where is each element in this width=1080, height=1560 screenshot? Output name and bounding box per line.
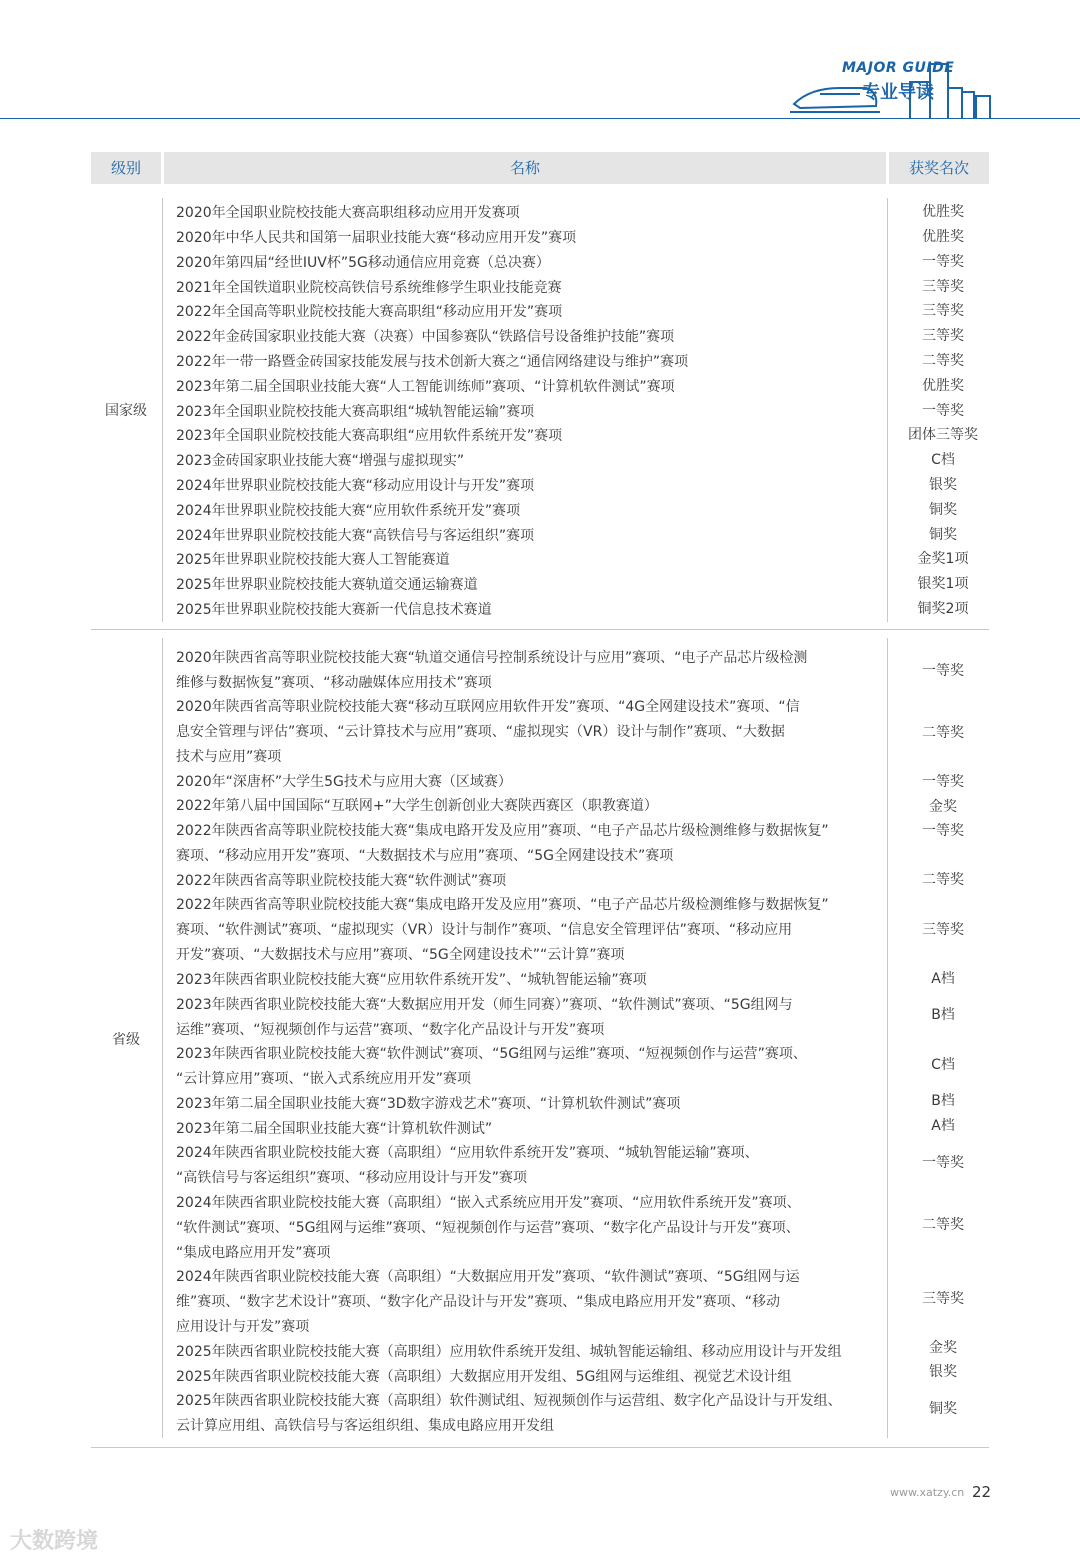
divider-right-national [887, 198, 888, 622]
award-rank: 一等奖 [922, 823, 964, 839]
footer-rule [91, 1447, 989, 1448]
divider-left-national [162, 198, 163, 622]
award-name: 2020年中华人民共和国第一届职业技能大赛“移动应用开发”赛项 [176, 230, 577, 246]
award-name: 2023年第二届全国职业技能大赛“人工智能训练师”赛项、“计算机软件测试”赛项 [176, 379, 675, 395]
award-name: 2020年第四届“经世IUV杯”5G移动通信应用竞赛（总决赛） [176, 255, 550, 271]
award-name: 2025年世界职业院校技能大赛轨道交通运输赛道 [176, 577, 478, 593]
award-name: 2023年陕西省职业院校技能大赛“软件测试”赛项、“5G组网与运维”赛项、“短视频创作与运营”赛项、 “云计算应用”赛项、“嵌入式系统应用开发”赛项 [176, 1046, 807, 1087]
award-name: 2022年陕西省高等职业院校技能大赛“集成电路开发及应用”赛项、“电子产品芯片级检测维修与数据恢复” 赛项、“移动应用开发”赛项、“大数据技术与应用”赛项、“5G全网建设技术”赛项 [176, 823, 829, 864]
award-name: 2021年全国铁道职业院校高铁信号系统维修学生职业技能竞赛 [176, 280, 562, 296]
award-name: 2023年第二届全国职业技能大赛“3D数字游戏艺术”赛项、“计算机软件测试”赛项 [176, 1096, 681, 1112]
award-rank: 三等奖 [922, 279, 964, 295]
award-name: 2020年全国职业院校技能大赛高职组移动应用开发赛项 [176, 205, 520, 221]
award-name: 2022年一带一路暨金砖国家技能发展与技术创新大赛之“通信网络建设与维护”赛项 [176, 354, 689, 370]
award-name: 2024年陕西省职业院校技能大赛（高职组）“嵌入式系统应用开发”赛项、“应用软件系统开发”赛项、 “软件测试”赛项、“5G组网与运维”赛项、“短视频创作与运营”赛项、“数字化产品设计与开发”赛项、 “集成电路应用开发”赛项 [176, 1195, 801, 1261]
level-label: 省级 [112, 1032, 140, 1048]
award-name: 2025年陕西省职业院校技能大赛（高职组）应用软件系统开发组、城轨智能运输组、移动应用设计与开发组 [176, 1344, 842, 1360]
award-rank: 铜奖 [929, 527, 957, 543]
award-rank: A档 [931, 1118, 955, 1134]
award-rank: 一等奖 [922, 1155, 964, 1171]
divider-left-provincial [162, 638, 163, 1438]
award-name: 2024年陕西省职业院校技能大赛（高职组）“应用软件系统开发”赛项、“城轨智能运输”赛项、 “高铁信号与客运组织”赛项、“移动应用设计与开发”赛项 [176, 1145, 759, 1186]
award-rank: 二等奖 [922, 725, 964, 741]
col-header-name: 名称 [164, 152, 886, 184]
section-separator [91, 629, 989, 630]
award-name: 2024年世界职业院校技能大赛“移动应用设计与开发”赛项 [176, 478, 535, 494]
award-name: 2022年金砖国家职业技能大赛（决赛）中国参赛队“铁路信号设备维护技能”赛项 [176, 329, 675, 345]
divider-right-provincial [887, 638, 888, 1438]
award-name: 2022年全国高等职业院校技能大赛高职组“移动应用开发”赛项 [176, 304, 563, 320]
award-rank: 三等奖 [922, 328, 964, 344]
footer-site: www.xatzy.cn [890, 1486, 965, 1499]
award-rank: 铜奖 [929, 502, 957, 518]
award-name: 2023年全国职业院校技能大赛高职组“城轨智能运输”赛项 [176, 404, 535, 420]
award-rank: 一等奖 [922, 774, 964, 790]
award-rank: 团体三等奖 [908, 427, 978, 443]
award-rank: A档 [931, 971, 955, 987]
award-name: 2022年第八届中国国际“互联网+”大学生创新创业大赛陕西赛区（职教赛道） [176, 798, 658, 814]
award-rank: B档 [931, 1093, 955, 1109]
award-rank: C档 [931, 1057, 955, 1073]
award-rank: B档 [931, 1007, 955, 1023]
award-name: 2022年陕西省高等职业院校技能大赛“软件测试”赛项 [176, 873, 507, 889]
award-rank: 铜奖2项 [917, 601, 969, 617]
award-rank: 三等奖 [922, 1291, 964, 1307]
col-header-award: 获奖名次 [889, 152, 989, 184]
logo-chinese: 专业导读 [862, 82, 934, 103]
award-rank: 银奖1项 [917, 576, 969, 592]
award-name: 2024年世界职业院校技能大赛“应用软件系统开发”赛项 [176, 503, 521, 519]
award-rank: 铜奖 [929, 1401, 957, 1417]
award-rank: 二等奖 [922, 353, 964, 369]
award-rank: 银奖 [929, 1364, 957, 1380]
level-label: 国家级 [105, 403, 147, 419]
award-name: 2025年陕西省职业院校技能大赛（高职组）大数据应用开发组、5G组网与运维组、视觉艺术设计组 [176, 1369, 792, 1385]
award-rank: 二等奖 [922, 1217, 964, 1233]
award-name: 2025年陕西省职业院校技能大赛（高职组）软件测试组、短视频创作与运营组、数字化产品设计与开发组、 云计算应用组、高铁信号与客运组织组、集成电路应用开发组 [176, 1393, 842, 1434]
award-rank: 优胜奖 [922, 378, 964, 394]
award-name: 2025年世界职业院校技能大赛新一代信息技术赛道 [176, 602, 492, 618]
award-rank: 金奖 [929, 799, 957, 815]
award-name: 2022年陕西省高等职业院校技能大赛“集成电路开发及应用”赛项、“电子产品芯片级检测维修与数据恢复” 赛项、“软件测试”赛项、“虚拟现实（VR）设计与制作”赛项、“信息安全管理评估”赛项、“移动应用 开发”赛项、“大数据技术与应用”赛项、“5G全网建设技术”“云计算”赛项 [176, 897, 829, 963]
award-rank: 金奖1项 [917, 551, 969, 567]
award-rank: 三等奖 [922, 303, 964, 319]
page-number: 22 [972, 1483, 992, 1501]
logo-english: MAJOR GUIDE [842, 60, 955, 76]
award-name: 2023年陕西省职业院校技能大赛“应用软件系统开发”、“城轨智能运输”赛项 [176, 972, 647, 988]
award-rank: 二等奖 [922, 872, 964, 888]
award-rank: 三等奖 [922, 922, 964, 938]
award-rank: 一等奖 [922, 663, 964, 679]
award-name: 2020年“深唐杯”大学生5G技术与应用大赛（区域赛） [176, 774, 512, 790]
award-name: 2020年陕西省高等职业院校技能大赛“轨道交通信号控制系统设计与应用”赛项、“电子产品芯片级检测 维修与数据恢复”赛项、“移动融媒体应用技术”赛项 [176, 650, 808, 691]
header-rule [0, 118, 1080, 119]
award-name: 2023年第二届全国职业技能大赛“计算机软件测试” [176, 1121, 493, 1137]
award-name: 2023年陕西省职业院校技能大赛“大数据应用开发（师生同赛）”赛项、“软件测试”赛项、“5G组网与 运维”赛项、“短视频创作与运营”赛项、“数字化产品设计与开发”赛项 [176, 997, 793, 1038]
award-name: 2023年全国职业院校技能大赛高职组“应用软件系统开发”赛项 [176, 428, 563, 444]
award-name: 2023金砖国家职业技能大赛“增强与虚拟现实” [176, 453, 465, 469]
award-rank: 一等奖 [922, 254, 964, 270]
col-header-level: 级别 [91, 152, 161, 184]
award-rank: 银奖 [929, 477, 957, 493]
award-rank: 优胜奖 [922, 229, 964, 245]
award-rank: 一等奖 [922, 403, 964, 419]
header-logo [780, 52, 1080, 124]
award-name: 2024年陕西省职业院校技能大赛（高职组）“大数据应用开发”赛项、“软件测试”赛项、“5G组网与运 维”赛项、“数字艺术设计”赛项、“数字化产品设计与开发”赛项、“集成电路应用开发”赛项、“移动 应用设计与开发”赛项 [176, 1269, 800, 1335]
award-rank: 优胜奖 [922, 204, 964, 220]
watermark: 大数跨境 [10, 1529, 99, 1554]
award-name: 2020年陕西省高等职业院校技能大赛“移动互联网应用软件开发”赛项、“4G全网建设技术”赛项、“信 息安全管理与评估”赛项、“云计算技术与应用”赛项、“虚拟现实（VR）设计与制作”赛项、“大数据 技术与应用”赛项 [176, 699, 800, 765]
award-rank: C档 [931, 452, 955, 468]
award-name: 2024年世界职业院校技能大赛“高铁信号与客运组织”赛项 [176, 528, 535, 544]
award-rank: 金奖 [929, 1340, 957, 1356]
award-name: 2025年世界职业院校技能大赛人工智能赛道 [176, 552, 450, 568]
